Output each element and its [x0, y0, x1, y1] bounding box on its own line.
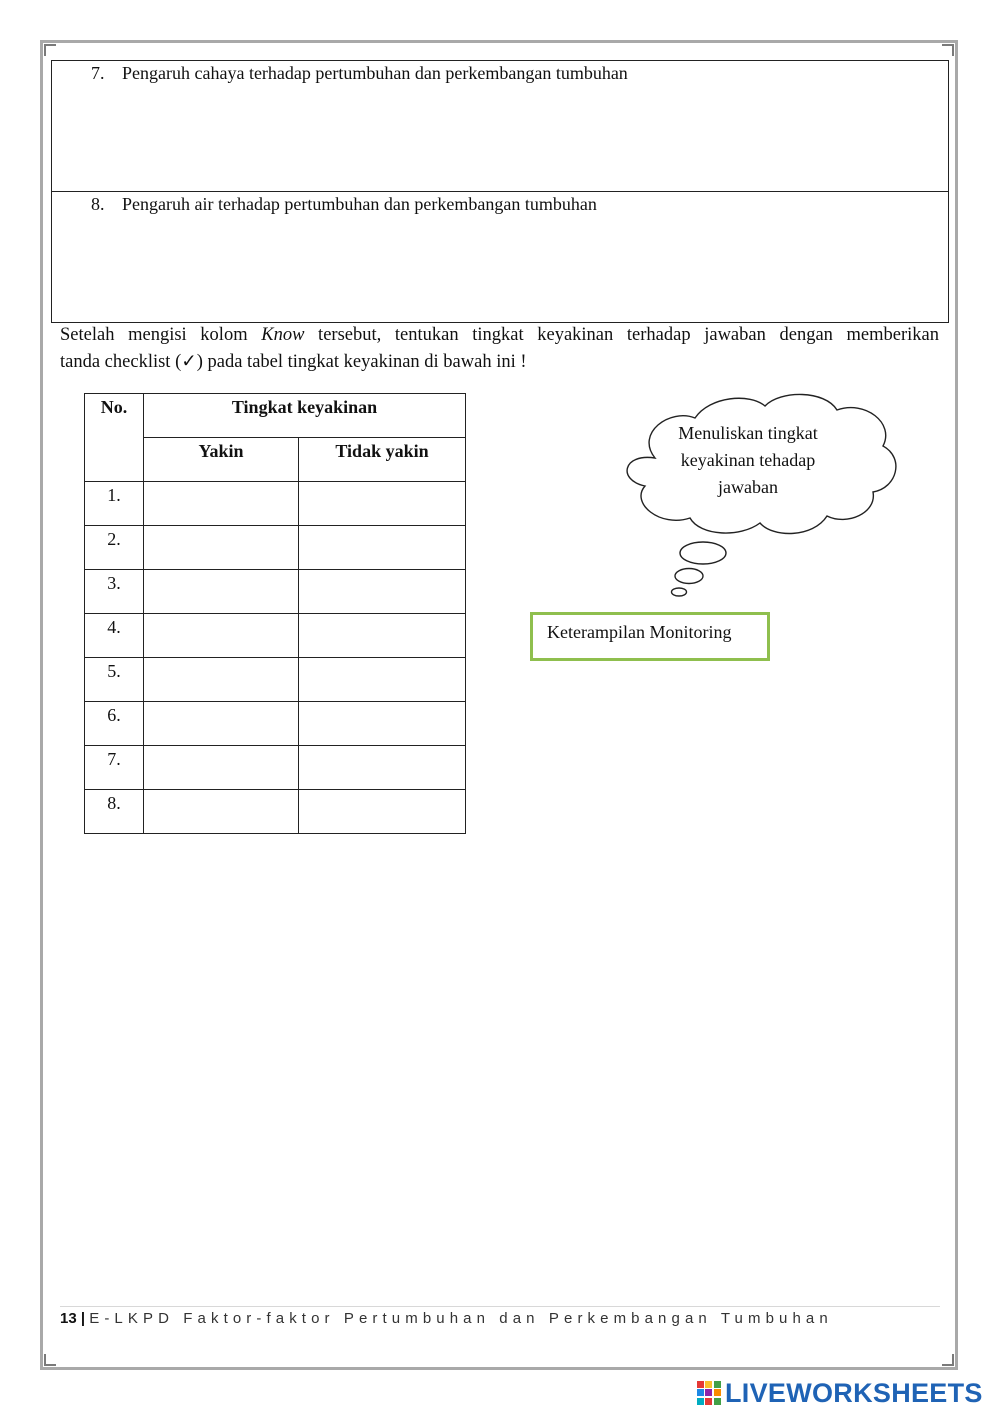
table-row — [85, 482, 466, 526]
table-row — [85, 746, 466, 790]
tidak-yakin-cell[interactable] — [299, 746, 466, 790]
row-number: 1. — [85, 482, 144, 526]
tidak-yakin-cell[interactable] — [299, 526, 466, 570]
tidak-yakin-cell[interactable] — [299, 790, 466, 834]
footer-title: E-LKPD Faktor-faktor Pertumbuhan dan Perkembangan Tumbuhan — [89, 1310, 833, 1327]
table-row — [85, 702, 466, 746]
yakin-cell[interactable] — [144, 614, 299, 658]
row-number: 6. — [85, 702, 144, 746]
table-row — [85, 526, 466, 570]
footer-divider — [60, 1306, 940, 1307]
monitoring-skill-label: Keterampilan Monitoring — [530, 612, 770, 661]
corner-mark-bottom-right — [942, 1354, 954, 1366]
liveworksheets-wordmark: LIVEWORKSHEETS — [725, 1377, 983, 1408]
row-number: 5. — [85, 658, 144, 702]
instruction-paragraph — [60, 322, 939, 376]
question-7-answer-box[interactable] — [51, 60, 949, 192]
yakin-cell[interactable] — [144, 570, 299, 614]
table-row — [85, 570, 466, 614]
header-no: No. — [85, 394, 144, 482]
tidak-yakin-cell[interactable] — [299, 702, 466, 746]
corner-mark-top-right — [942, 44, 954, 56]
header-yakin: Yakin — [144, 438, 299, 482]
corner-mark-top-left — [44, 44, 56, 56]
liveworksheets-brand[interactable] — [697, 1377, 983, 1409]
header-tidak-yakin: Tidak yakin — [299, 438, 466, 482]
yakin-cell[interactable] — [144, 746, 299, 790]
tidak-yakin-cell[interactable] — [299, 482, 466, 526]
row-number: 2. — [85, 526, 144, 570]
row-number: 8. — [85, 790, 144, 834]
corner-mark-bottom-left — [44, 1354, 56, 1366]
footer-separator: | — [76, 1310, 90, 1327]
table-row — [85, 614, 466, 658]
yakin-cell[interactable] — [144, 526, 299, 570]
liveworksheets-logo-icon — [697, 1381, 721, 1405]
know-term: Know — [261, 325, 305, 345]
tidak-yakin-cell[interactable] — [299, 658, 466, 702]
cloud-line-1: Menuliskan tingkat — [678, 423, 818, 443]
yakin-cell[interactable] — [144, 790, 299, 834]
row-number: 7. — [85, 746, 144, 790]
table-row — [85, 790, 466, 834]
question-7-text: Pengaruh cahaya terhadap pertumbuhan dan perkembangan tumbuhan — [122, 63, 628, 83]
question-8-answer-box[interactable] — [51, 191, 949, 323]
question-8-number: 8. — [91, 194, 105, 214]
page-footer — [60, 1310, 833, 1327]
yakin-cell[interactable] — [144, 658, 299, 702]
row-number: 4. — [85, 614, 144, 658]
yakin-cell[interactable] — [144, 482, 299, 526]
tidak-yakin-cell[interactable] — [299, 570, 466, 614]
cloud-line-3: jawaban — [718, 477, 778, 497]
header-tingkat-keyakinan: Tingkat keyakinan — [144, 394, 466, 438]
yakin-cell[interactable] — [144, 702, 299, 746]
question-8-text: Pengaruh air terhadap pertumbuhan dan perkembangan tumbuhan — [122, 194, 597, 214]
question-7-number: 7. — [91, 63, 105, 83]
cloud-line-2: keyakinan tehadap — [680, 450, 816, 470]
instruction-line-2: tanda checklist (✓) pada tabel tingkat keyakinan di bawah ini ! — [60, 352, 527, 372]
instruction-line-1: Setelah mengisi kolom Know tersebut, tentukan tingkat keyakinan terhadap jawaban dengan memberikan — [60, 325, 940, 345]
tidak-yakin-cell[interactable] — [299, 614, 466, 658]
confidence-table — [84, 393, 466, 834]
table-row — [85, 658, 466, 702]
row-number: 3. — [85, 570, 144, 614]
page-number: 13 — [60, 1310, 77, 1327]
thought-cloud-text — [650, 420, 846, 501]
